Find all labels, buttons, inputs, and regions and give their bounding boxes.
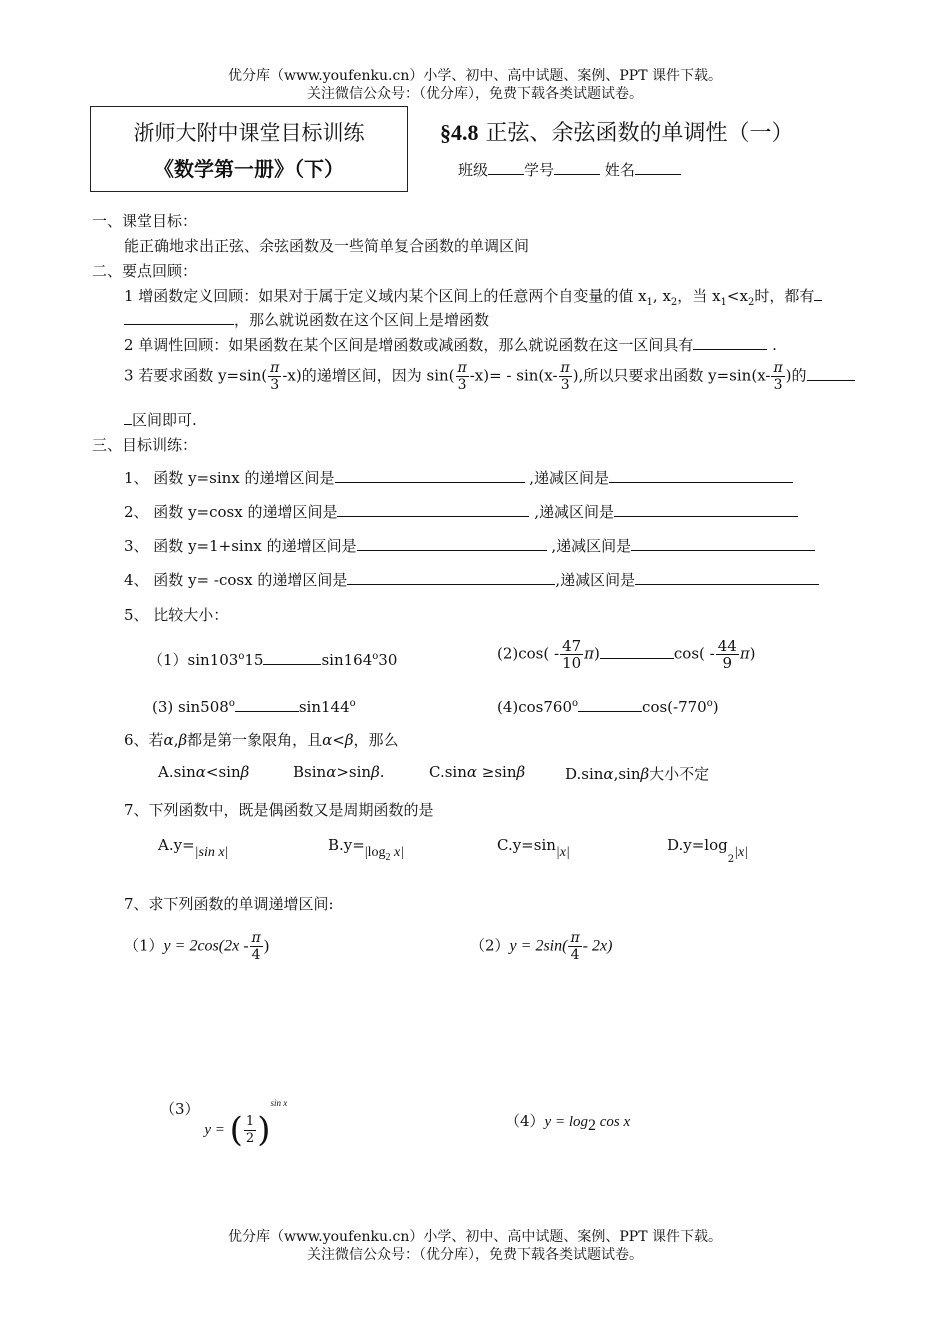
question-8-title: 7、求下列函数的单调递增区间: xyxy=(124,895,334,913)
review-1-line1: 1 增函数定义回顾：如果对于属于定义域内某个区间上的任意两个自变量的值 $x_1$, $x_2$，当 $x_1<x_2$时，都有 xyxy=(124,285,822,308)
q1-increase-blank[interactable] xyxy=(335,468,525,483)
q4-decrease-blank[interactable] xyxy=(635,570,819,585)
q6-option-a[interactable]: A.sinα<sinβ xyxy=(158,763,250,781)
question-1: 1、 函数 y=sinx 的递增区间是 ,递减区间是 xyxy=(124,467,793,488)
review-3-end: 区间即可. xyxy=(124,409,197,430)
q5-sub-2: (2)cos( - $\frac{47}{10}$ π) cos( - $\frac{44}{9}$ π) xyxy=(497,637,756,672)
review-2: 2 单调性回顾：如果函数在某个区间是增函数或减函数，那么就说函数在这一区间具有 . xyxy=(124,336,777,354)
q5-2-blank[interactable] xyxy=(600,644,674,659)
question-7: 7、下列函数中，既是偶函数又是周期函数的是 xyxy=(124,801,434,819)
class-blank[interactable] xyxy=(488,160,524,175)
school-title: 浙师大附中课堂目标训练 xyxy=(133,121,365,145)
q6-option-c[interactable]: C.sinα ≥sinβ xyxy=(429,763,526,781)
section-title xyxy=(440,116,794,147)
increasing-def-blank-2[interactable] xyxy=(124,310,234,325)
review-1-line2: ，那么就说函数在这个区间上是增函数 xyxy=(124,309,489,330)
interval-blank-2[interactable] xyxy=(124,410,132,425)
q5-sub-1: （1）sin103$^o$15 sin164$^o$30 xyxy=(148,651,398,669)
number-blank[interactable] xyxy=(554,160,600,175)
section-number: §4.8 xyxy=(440,120,479,145)
q8-sub-4: $(4)y = \log_2 \cos x$ xyxy=(505,1112,631,1134)
footer-line-2: 关注微信公众号：（优分库），免费下载各类试题试卷。 xyxy=(307,1247,643,1263)
question-5-title: 5、 比较大小： xyxy=(124,606,229,624)
part1-text: 能正确地求出正弦、余弦函数及一些简单复合函数的单调区间 xyxy=(124,237,530,255)
name-label: 姓名 xyxy=(604,161,635,179)
part1-title: 一、课堂目标： xyxy=(92,212,198,230)
increasing-def-blank[interactable] xyxy=(814,286,822,301)
q3-increase-blank[interactable] xyxy=(357,536,547,551)
monotonicity-blank[interactable] xyxy=(693,335,767,350)
class-label: 班级 xyxy=(458,161,489,179)
q5-sub-3: (3) sin508$^o$ sin144$^o$ xyxy=(152,698,356,716)
book-title: 《数学第一册》（下） xyxy=(154,157,344,181)
title-box xyxy=(90,106,408,192)
q7-option-c[interactable]: C.y=sin|x| xyxy=(497,836,570,860)
question-3: 3、 函数 y=1+sinx 的递增区间是 ,递减区间是 xyxy=(124,535,815,556)
q6-option-b[interactable]: Bsinα>sinβ. xyxy=(293,763,385,781)
q5-sub-4: (4)cos760$^o$ cos(-770$^o$) xyxy=(497,698,719,716)
q8-sub-2: （2）y = 2sin( $\frac{\pi}{4}$ - 2x) xyxy=(470,930,613,963)
footer-line-1: 优分库（www.youfenku.cn）小学、初中、高中试题、案例、PPT 课件下载。 xyxy=(227,1229,722,1245)
section-name: 正弦、余弦函数的单调性（一） xyxy=(485,121,794,146)
name-blank[interactable] xyxy=(635,160,681,175)
q7-option-d[interactable]: $D.y=\log_2|x|$ xyxy=(667,836,749,865)
part3-title: 三、目标训练： xyxy=(92,436,198,454)
interval-blank[interactable] xyxy=(807,366,855,381)
q2-decrease-blank[interactable] xyxy=(614,502,798,517)
q8-sub-3: （3） y = ( $\frac{1}{2}$ )$^{sin x}$ xyxy=(160,1098,288,1150)
q5-1-blank[interactable] xyxy=(263,650,321,665)
q4-increase-blank[interactable] xyxy=(347,570,555,585)
q3-decrease-blank[interactable] xyxy=(631,536,815,551)
part2-title: 二、要点回顾： xyxy=(92,262,198,280)
student-info xyxy=(458,159,681,180)
question-4: 4、 函数 y= -cosx 的递增区间是 ,递减区间是 xyxy=(124,569,819,590)
q6-option-d[interactable]: D.sinα,sinβ大小不定 xyxy=(565,765,710,783)
header-line-1: 优分库（www.youfenku.cn）小学、初中、高中试题、案例、PPT 课件下载。 xyxy=(227,68,722,84)
q7-option-b[interactable]: $B.y=|\log_2$ x| xyxy=(328,836,405,863)
q1-decrease-blank[interactable] xyxy=(609,468,793,483)
number-label: 学号 xyxy=(524,161,555,179)
q5-3-blank[interactable] xyxy=(235,697,299,712)
q7-option-a[interactable]: A.y=|sin x| xyxy=(158,836,229,860)
pi-over-3-fraction: $\frac{\pi}{3}$ xyxy=(270,360,280,393)
q2-increase-blank[interactable] xyxy=(337,502,529,517)
review-3: 3 若要求函数 y=sin( $\frac{\pi}{3}$ -x)的递增区间，因为 sin( $\frac{\pi}{3}$ -x)= - sin(x- $\frac{\pi}{3}$ ),所以只要求出函数 y=sin(x- $\frac{\pi}{3}$ )的 xyxy=(124,360,855,393)
question-2: 2、 函数 y=cosx 的递增区间是 ,递减区间是 xyxy=(124,501,798,522)
question-6: 6、若α,β都是第一象限角，且α<β，那么 xyxy=(124,731,399,749)
header-line-2: 关注微信公众号：（优分库），免费下载各类试题试卷。 xyxy=(307,86,643,102)
q8-sub-1: （1）y = 2cos(2x - $\frac{\pi}{4}$ ) xyxy=(124,930,270,963)
q5-4-blank[interactable] xyxy=(578,697,642,712)
